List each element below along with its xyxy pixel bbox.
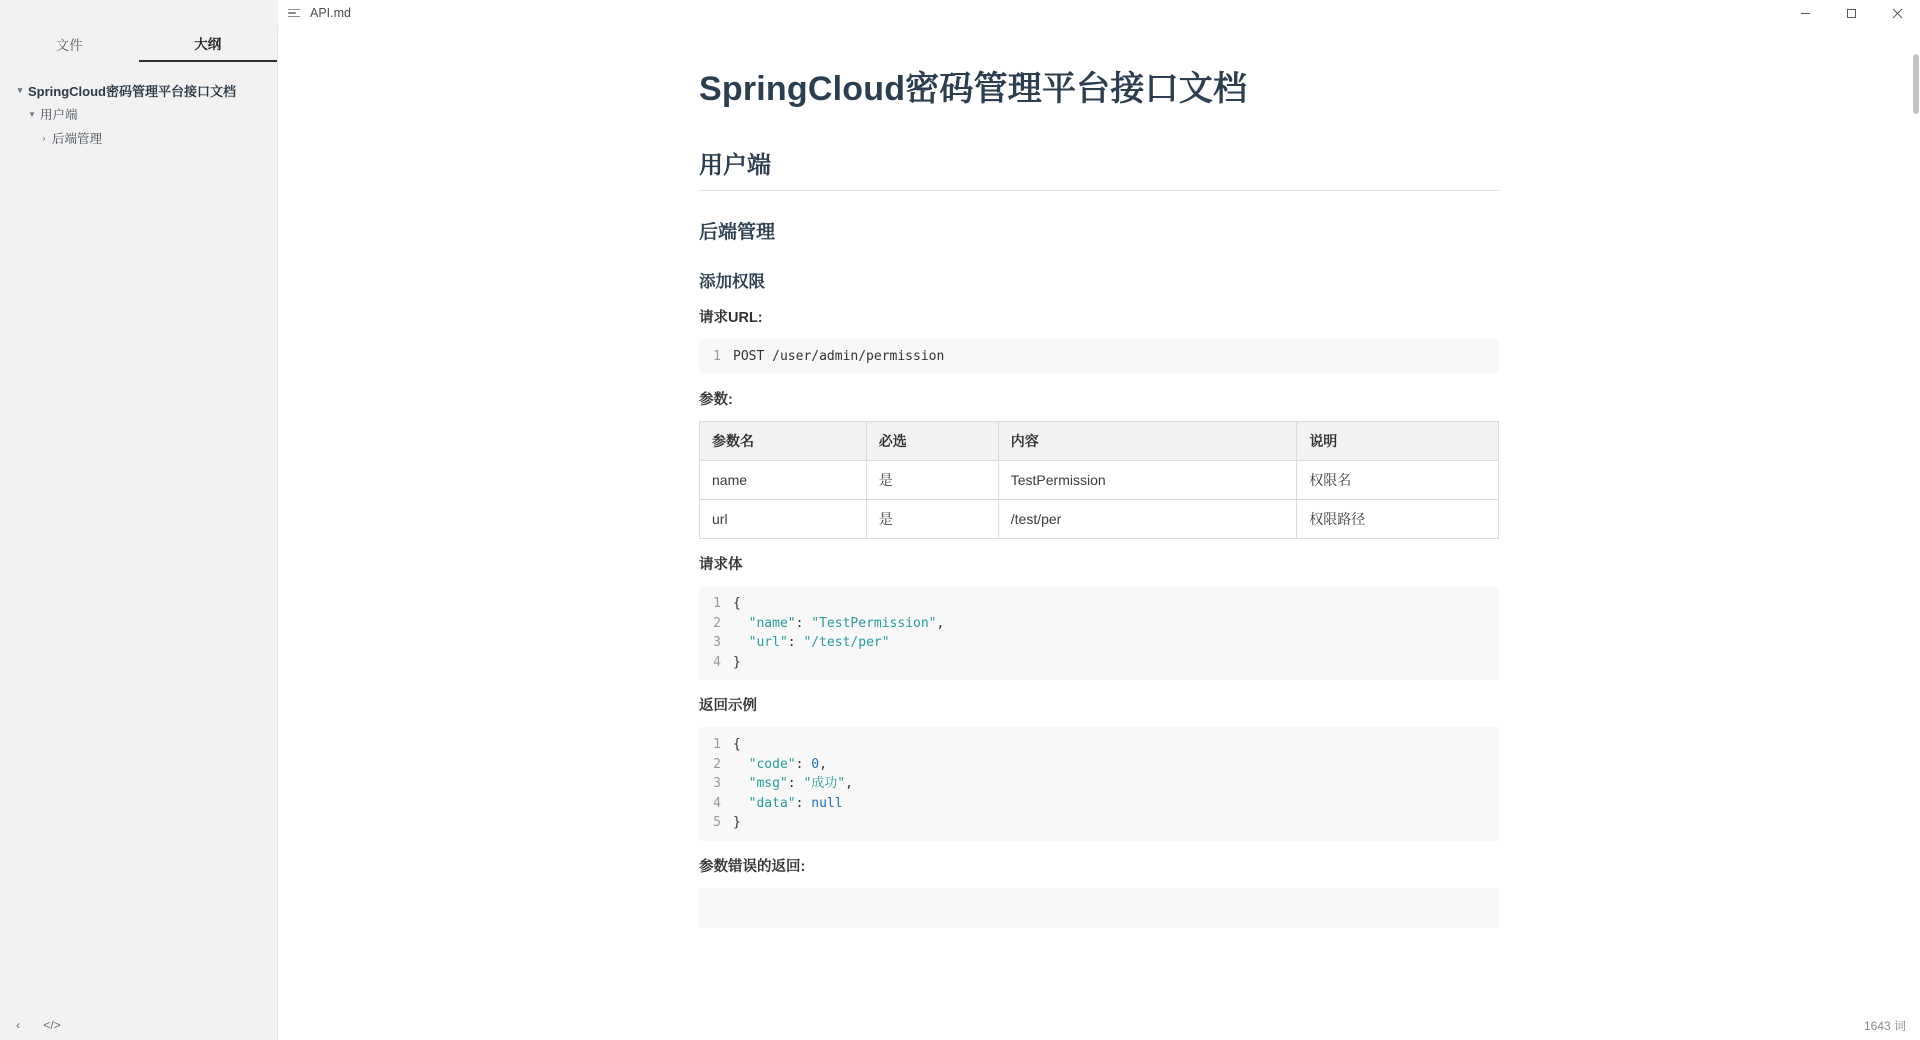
code-line [699, 735, 1499, 755]
markdown-document[interactable] [699, 26, 1499, 982]
title-bar-document-region [278, 0, 1920, 26]
code-line-number: 1 [713, 596, 721, 611]
label-request-url: 请求URL: [699, 309, 763, 326]
page-title: SpringCloud密码管理平台接口文档 [699, 70, 1248, 108]
code-line-text: } [733, 654, 741, 670]
outline-item-label: SpringCloud密码管理平台接口文档 [28, 83, 236, 99]
code-line-text: { [733, 737, 741, 752]
section-heading-user-side: 用户端 [699, 145, 1499, 191]
outline-item-user-side[interactable] [0, 102, 277, 126]
sidebar-tabs [0, 26, 277, 62]
code-line [699, 813, 1499, 833]
table-cell: 是 [866, 500, 998, 539]
outline-item-label: 用户端 [40, 108, 78, 122]
maximize-button[interactable] [1828, 0, 1874, 26]
code-line [699, 614, 1499, 634]
chevron-right-icon[interactable]: › [42, 133, 46, 143]
chevron-down-icon[interactable]: ▾ [17, 84, 23, 95]
code-line [699, 774, 1499, 794]
code-line [699, 653, 1499, 673]
code-line-text: "name": "TestPermission", [748, 615, 945, 631]
table-cell: url [700, 500, 867, 539]
code-line-number: 3 [713, 776, 721, 791]
table-cell: 权限名 [1297, 461, 1499, 500]
code-block-request-body[interactable] [699, 586, 1499, 680]
table-column-header: 参数名 [700, 422, 867, 461]
close-button[interactable] [1874, 0, 1920, 26]
label-request-body: 请求体 [699, 557, 743, 573]
label-param-error-response: 参数错误的返回: [699, 858, 806, 875]
title-bar [0, 0, 1920, 26]
code-line-number: 5 [713, 815, 721, 830]
status-bar [278, 1010, 1920, 1040]
outline-item-root[interactable] [0, 78, 277, 102]
code-line-number: 4 [713, 654, 721, 670]
editor-area [278, 26, 1920, 1040]
chevron-down-icon[interactable]: ▾ [29, 108, 35, 119]
sidebar-footer [0, 1010, 277, 1040]
table-header-row [700, 422, 1499, 461]
table-cell: /test/per [998, 500, 1297, 539]
code-line-number: 2 [713, 756, 721, 772]
code-line-text: "msg": "成功", [748, 776, 853, 791]
vertical-scrollbar[interactable] [1912, 52, 1920, 1040]
code-block-response-example[interactable] [699, 727, 1499, 841]
table-column-header: 必选 [866, 422, 998, 461]
outline-tree [0, 62, 277, 1010]
code-line [699, 594, 1499, 614]
code-line-text: { [733, 596, 741, 611]
table-cell: 权限路径 [1297, 500, 1499, 539]
code-block-param-error[interactable] [699, 888, 1499, 928]
document-title: API.md [310, 6, 351, 20]
code-line-text: } [733, 815, 741, 830]
code-line-text: "url": "/test/per" [748, 635, 890, 650]
table-row [700, 500, 1499, 539]
editor-scroll-region[interactable] [278, 26, 1920, 1010]
code-line-text: POST /user/admin/permission [733, 348, 945, 364]
code-block-request-url[interactable] [699, 339, 1499, 375]
word-count: 1643 词 [1863, 1018, 1906, 1033]
label-response-example: 返回示例 [699, 698, 757, 714]
outline-item-backend-admin[interactable] [0, 126, 277, 150]
code-line-number: 1 [713, 737, 721, 752]
code-line-number: 3 [713, 635, 721, 650]
code-line-number: 4 [713, 795, 721, 811]
vertical-scrollbar-thumb[interactable] [1913, 54, 1919, 114]
outline-lines-icon [288, 6, 302, 20]
code-line-text: "data": null [748, 795, 843, 811]
tab-files[interactable]: 文件 [55, 37, 83, 53]
table-cell: TestPermission [998, 461, 1297, 500]
table-column-header: 说明 [1297, 422, 1499, 461]
code-line [699, 633, 1499, 653]
table-cell: name [700, 461, 867, 500]
section-heading-add-permission: 添加权限 [699, 272, 765, 291]
table-cell: 是 [866, 461, 998, 500]
code-line [699, 755, 1499, 775]
source-code-icon[interactable]: </> [43, 1018, 61, 1032]
code-line-text: "code": 0, [748, 756, 827, 772]
table-row [700, 461, 1499, 500]
title-bar-sidebar-region [0, 0, 278, 26]
code-line [699, 347, 1499, 367]
outline-item-label: 后端管理 [52, 132, 103, 146]
section-heading-backend-admin: 后端管理 [699, 221, 776, 243]
window-controls [1782, 0, 1920, 26]
params-table [699, 421, 1499, 539]
sidebar [0, 26, 278, 1040]
tab-outline[interactable]: 大纲 [139, 26, 278, 62]
code-line [699, 794, 1499, 814]
collapse-sidebar-icon[interactable]: ‹ [16, 1018, 20, 1032]
main-body [0, 26, 1920, 1040]
code-line-number: 2 [713, 615, 721, 631]
table-column-header: 内容 [998, 422, 1297, 461]
code-line-number: 1 [713, 348, 721, 364]
minimize-button[interactable] [1782, 0, 1828, 26]
label-params: 参数: [699, 392, 733, 408]
